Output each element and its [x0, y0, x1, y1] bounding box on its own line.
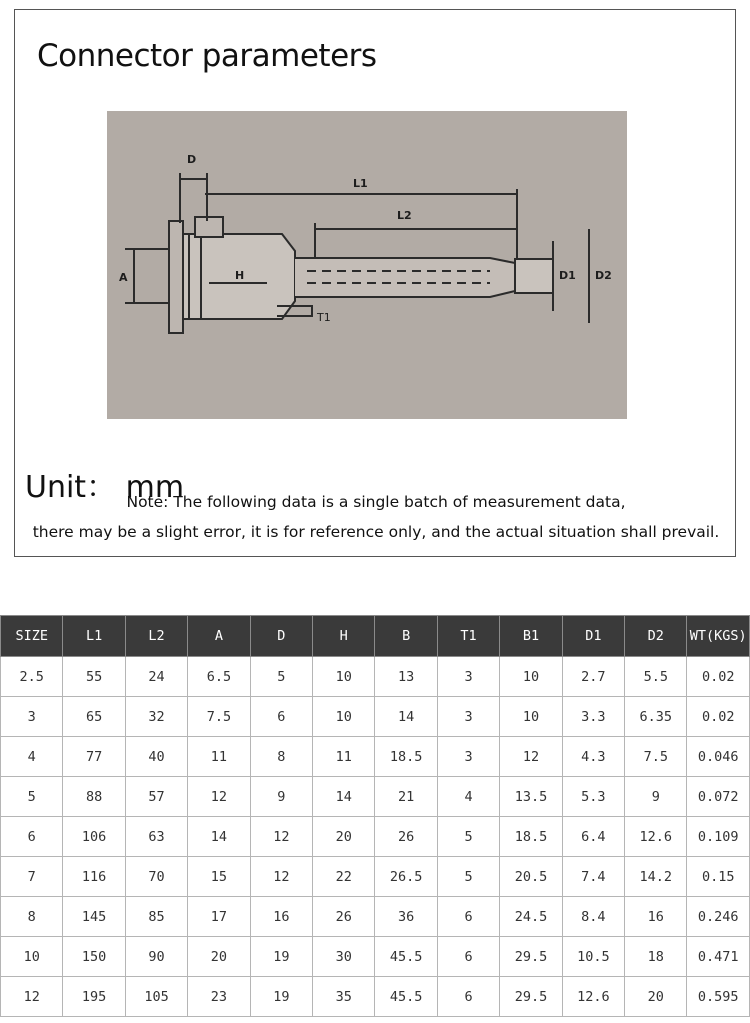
table-cell: 2.5	[1, 657, 63, 697]
table-cell: 88	[63, 777, 125, 817]
table-cell: 12	[250, 857, 312, 897]
column-header: L2	[125, 616, 187, 657]
column-header: D	[250, 616, 312, 657]
table-cell: 18.5	[500, 817, 562, 857]
table-cell: 0.046	[687, 737, 750, 777]
table-cell: 40	[125, 737, 187, 777]
table-cell: 5.5	[625, 657, 687, 697]
note-line-2: there may be a slight error, it is for reference only, and the actual situation shall prevail.	[32, 523, 720, 541]
column-header: B	[375, 616, 437, 657]
table-row	[1, 857, 750, 897]
table-cell: 3	[437, 697, 499, 737]
table-cell: 4	[1, 737, 63, 777]
table-cell: 6	[250, 697, 312, 737]
table-cell: 24	[125, 657, 187, 697]
table-cell: 9	[625, 777, 687, 817]
table-cell: 5	[1, 777, 63, 817]
table-cell: 55	[63, 657, 125, 697]
table-cell: 195	[63, 977, 125, 1017]
label-d: D	[187, 153, 197, 166]
table-cell: 70	[125, 857, 187, 897]
table-cell: 30	[313, 937, 375, 977]
label-d1: D1	[559, 269, 576, 282]
table-cell: 150	[63, 937, 125, 977]
table-cell: 20	[188, 937, 250, 977]
table-cell: 5	[437, 817, 499, 857]
table-cell: 21	[375, 777, 437, 817]
table-cell: 145	[63, 897, 125, 937]
table-header-row	[1, 616, 750, 657]
table-cell: 105	[125, 977, 187, 1017]
table-cell: 6	[437, 937, 499, 977]
table-cell: 3	[1, 697, 63, 737]
table-cell: 12	[188, 777, 250, 817]
table-cell: 8.4	[562, 897, 624, 937]
column-header: H	[313, 616, 375, 657]
table-cell: 6.35	[625, 697, 687, 737]
table-cell: 63	[125, 817, 187, 857]
table-cell: 77	[63, 737, 125, 777]
table-row	[1, 897, 750, 937]
label-l2: L2	[397, 209, 412, 222]
table-cell: 7	[1, 857, 63, 897]
table-cell: 0.595	[687, 977, 750, 1017]
unit-label: Unit： mm	[25, 470, 185, 505]
table-cell: 26	[313, 897, 375, 937]
table-row	[1, 657, 750, 697]
table-cell: 10	[500, 657, 562, 697]
table-body	[1, 657, 750, 1017]
table-row	[1, 937, 750, 977]
column-header: L1	[63, 616, 125, 657]
table-cell: 0.246	[687, 897, 750, 937]
table-cell: 10	[500, 697, 562, 737]
table-cell: 12	[500, 737, 562, 777]
table-row	[1, 977, 750, 1017]
table-cell: 32	[125, 697, 187, 737]
table-cell: 5.3	[562, 777, 624, 817]
table-cell: 24.5	[500, 897, 562, 937]
connector-drawing	[107, 111, 627, 419]
table-cell: 45.5	[375, 937, 437, 977]
table-cell: 29.5	[500, 937, 562, 977]
page-title: Connector parameters	[37, 38, 377, 74]
table-cell: 90	[125, 937, 187, 977]
column-header: T1	[437, 616, 499, 657]
column-header: A	[188, 616, 250, 657]
table-cell: 35	[313, 977, 375, 1017]
table-cell: 12.6	[562, 977, 624, 1017]
table-cell: 12	[250, 817, 312, 857]
table-cell: 18	[625, 937, 687, 977]
table-cell: 20	[625, 977, 687, 1017]
table-cell: 8	[250, 737, 312, 777]
table-cell: 6	[437, 977, 499, 1017]
table-cell: 85	[125, 897, 187, 937]
table-cell: 5	[250, 657, 312, 697]
table-cell: 16	[250, 897, 312, 937]
table-cell: 7.4	[562, 857, 624, 897]
table-cell: 0.15	[687, 857, 750, 897]
table-cell: 22	[313, 857, 375, 897]
table-cell: 8	[1, 897, 63, 937]
table-cell: 9	[250, 777, 312, 817]
table-cell: 17	[188, 897, 250, 937]
table-cell: 6	[437, 897, 499, 937]
table-cell: 3.3	[562, 697, 624, 737]
label-d2: D2	[595, 269, 612, 282]
table-row	[1, 817, 750, 857]
label-a: A	[119, 271, 128, 284]
table-cell: 45.5	[375, 977, 437, 1017]
table-cell: 19	[250, 937, 312, 977]
table-cell: 65	[63, 697, 125, 737]
label-l1: L1	[353, 177, 368, 190]
table-cell: 10	[313, 697, 375, 737]
table-cell: 7.5	[625, 737, 687, 777]
table-cell: 0.02	[687, 697, 750, 737]
table-cell: 20	[313, 817, 375, 857]
table-cell: 12.6	[625, 817, 687, 857]
table-cell: 4	[437, 777, 499, 817]
table-cell: 3	[437, 737, 499, 777]
table-cell: 2.7	[562, 657, 624, 697]
table-cell: 12	[1, 977, 63, 1017]
column-header: WT(KGS)	[687, 616, 750, 657]
table-cell: 15	[188, 857, 250, 897]
table-cell: 14	[188, 817, 250, 857]
column-header: D1	[562, 616, 624, 657]
table-cell: 5	[437, 857, 499, 897]
table-cell: 6.5	[188, 657, 250, 697]
table-cell: 4.3	[562, 737, 624, 777]
table-cell: 13.5	[500, 777, 562, 817]
table-cell: 10.5	[562, 937, 624, 977]
table-cell: 14	[375, 697, 437, 737]
table-cell: 106	[63, 817, 125, 857]
table-row	[1, 777, 750, 817]
table-cell: 0.471	[687, 937, 750, 977]
table-cell: 36	[375, 897, 437, 937]
column-header: D2	[625, 616, 687, 657]
table-cell: 6	[1, 817, 63, 857]
table-cell: 18.5	[375, 737, 437, 777]
table-cell: 10	[1, 937, 63, 977]
table-cell: 19	[250, 977, 312, 1017]
label-t1: T1	[317, 311, 331, 324]
table-cell: 14.2	[625, 857, 687, 897]
table-cell: 13	[375, 657, 437, 697]
parameters-table	[0, 615, 750, 1017]
note-line-1: Note: The following data is a single batch of measurement data,	[126, 493, 626, 511]
table-cell: 16	[625, 897, 687, 937]
table-cell: 10	[313, 657, 375, 697]
table-cell: 29.5	[500, 977, 562, 1017]
table-cell: 23	[188, 977, 250, 1017]
table-cell: 11	[188, 737, 250, 777]
table-cell: 116	[63, 857, 125, 897]
table-cell: 20.5	[500, 857, 562, 897]
connector-diagram-photo	[107, 111, 627, 419]
table-cell: 26	[375, 817, 437, 857]
info-panel	[14, 9, 736, 557]
table-cell: 0.109	[687, 817, 750, 857]
column-header: SIZE	[1, 616, 63, 657]
table-cell: 57	[125, 777, 187, 817]
table-cell: 3	[437, 657, 499, 697]
table-cell: 7.5	[188, 697, 250, 737]
table-row	[1, 737, 750, 777]
table-cell: 0.072	[687, 777, 750, 817]
table-row	[1, 697, 750, 737]
table-cell: 11	[313, 737, 375, 777]
table-cell: 6.4	[562, 817, 624, 857]
label-h: H	[235, 269, 245, 282]
column-header: B1	[500, 616, 562, 657]
table-cell: 0.02	[687, 657, 750, 697]
table-cell: 26.5	[375, 857, 437, 897]
table-cell: 14	[313, 777, 375, 817]
